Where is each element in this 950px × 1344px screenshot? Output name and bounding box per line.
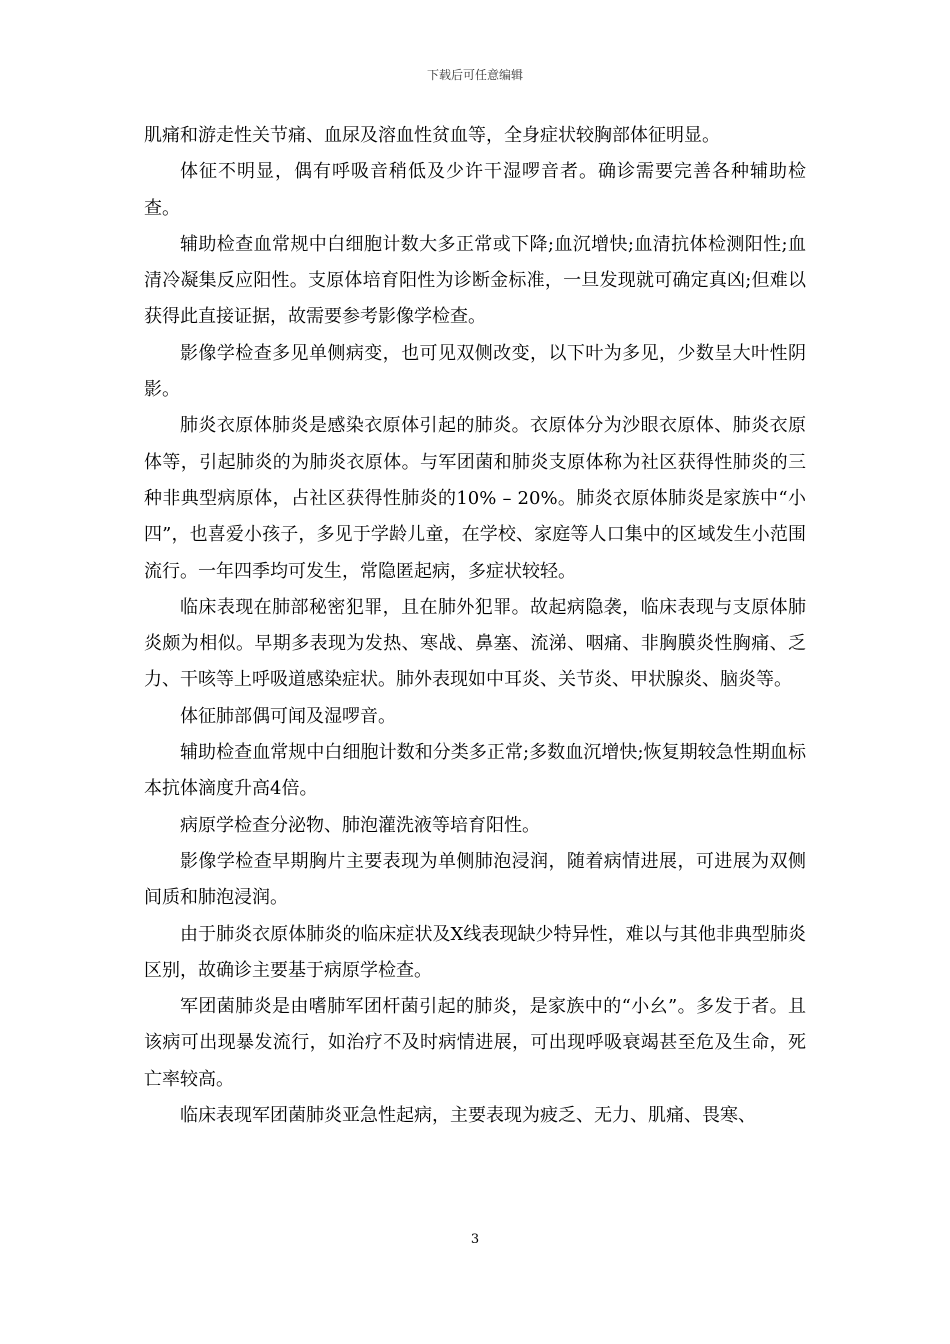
- paragraph-legionella-clinical: 临床表现军团菌肺炎亚急性起病，主要表现为疲乏、无力、肌痛、畏寒、: [180, 1105, 756, 1127]
- paragraph-lab-tests: 辅助检查血常规中白细胞计数大多正常或下降;血沉增快;血清抗体检测阳性;血清冷凝集反应阳性。支原体培育阳性为诊断金标准，一旦发现就可确定真凶;但难以获得此直接证据，故需要参考影像学检查。: [144, 233, 806, 328]
- document-body: [144, 118, 806, 1134]
- paragraph-chlamydia-lab: 辅助检查血常规中白细胞计数和分类多正常;多数血沉增快;恢复期较急性期血标本抗体滴度升高4倍。: [144, 742, 806, 800]
- page-header-note: 下载后可任意编辑: [426, 68, 523, 82]
- page-number: 3: [470, 1232, 480, 1247]
- paragraph-signs: 体征不明显，偶有呼吸音稍低及少许干湿啰音者。确诊需要完善各种辅助检查。: [144, 161, 806, 219]
- paragraph-imaging: 影像学检查多见单侧病变，也可见双侧改变，以下叶为多见，少数呈大叶性阴影。: [144, 342, 806, 401]
- paragraph-chlamydia-imaging: 影像学检查早期胸片主要表现为单侧肺泡浸润，随着病情进展，可进展为双侧间质和肺泡浸润。: [144, 850, 806, 909]
- paragraph-chlamydia-clinical: 临床表现在肺部秘密犯罪，且在肺外犯罪。故起病隐袭，临床表现与支原体肺炎颇为相似。早期多表现为发热、寒战、鼻塞、流涕、咽痛、非胸膜炎性胸痛、乏力、干咳等上呼吸道感染症状。肺外表现如中耳炎、关节炎、甲状腺炎、脑炎等。: [144, 596, 806, 691]
- paragraph-legionella-intro: 军团菌肺炎是由嗜肺军团杆菌引起的肺炎，是家族中的“小幺”。多发于者。且该病可出现暴发流行，如治疗不及时病情进展，可出现呼吸衰竭甚至危及生命，死亡率较高。: [144, 996, 806, 1090]
- paragraph-chlamydia-signs: 体征肺部偶可闻及湿啰音。: [180, 705, 396, 727]
- paragraph-chlamydia-pathogen: 病原学检查分泌物、肺泡灌洗液等培育阳性。: [180, 814, 540, 836]
- paragraph-continuation: 肌痛和游走性关节痛、血尿及溶血性贫血等，全身症状较胸部体征明显。: [144, 125, 720, 146]
- paragraph-chlamydia-intro: 肺炎衣原体肺炎是感染衣原体引起的肺炎。衣原体分为沙眼衣原体、肺炎衣原体等，引起肺炎的为肺炎衣原体。与军团菌和肺炎支原体称为社区获得性肺炎的三种非典型病原体，占社区获得性肺炎的10% – 20%。肺炎衣原体肺炎是家族中“小四”，也喜爱小孩子，多见于学龄儿童，在学校、家庭等人口集中的区域发生小范围流行。一年四季均可发生，常隐匿起病，多症状较轻。: [144, 415, 806, 582]
- paragraph-chlamydia-diagnosis: 由于肺炎衣原体肺炎的临床症状及X线表现缺少特异性，难以与其他非典型肺炎区别，故确诊主要基于病原学检查。: [144, 923, 806, 981]
